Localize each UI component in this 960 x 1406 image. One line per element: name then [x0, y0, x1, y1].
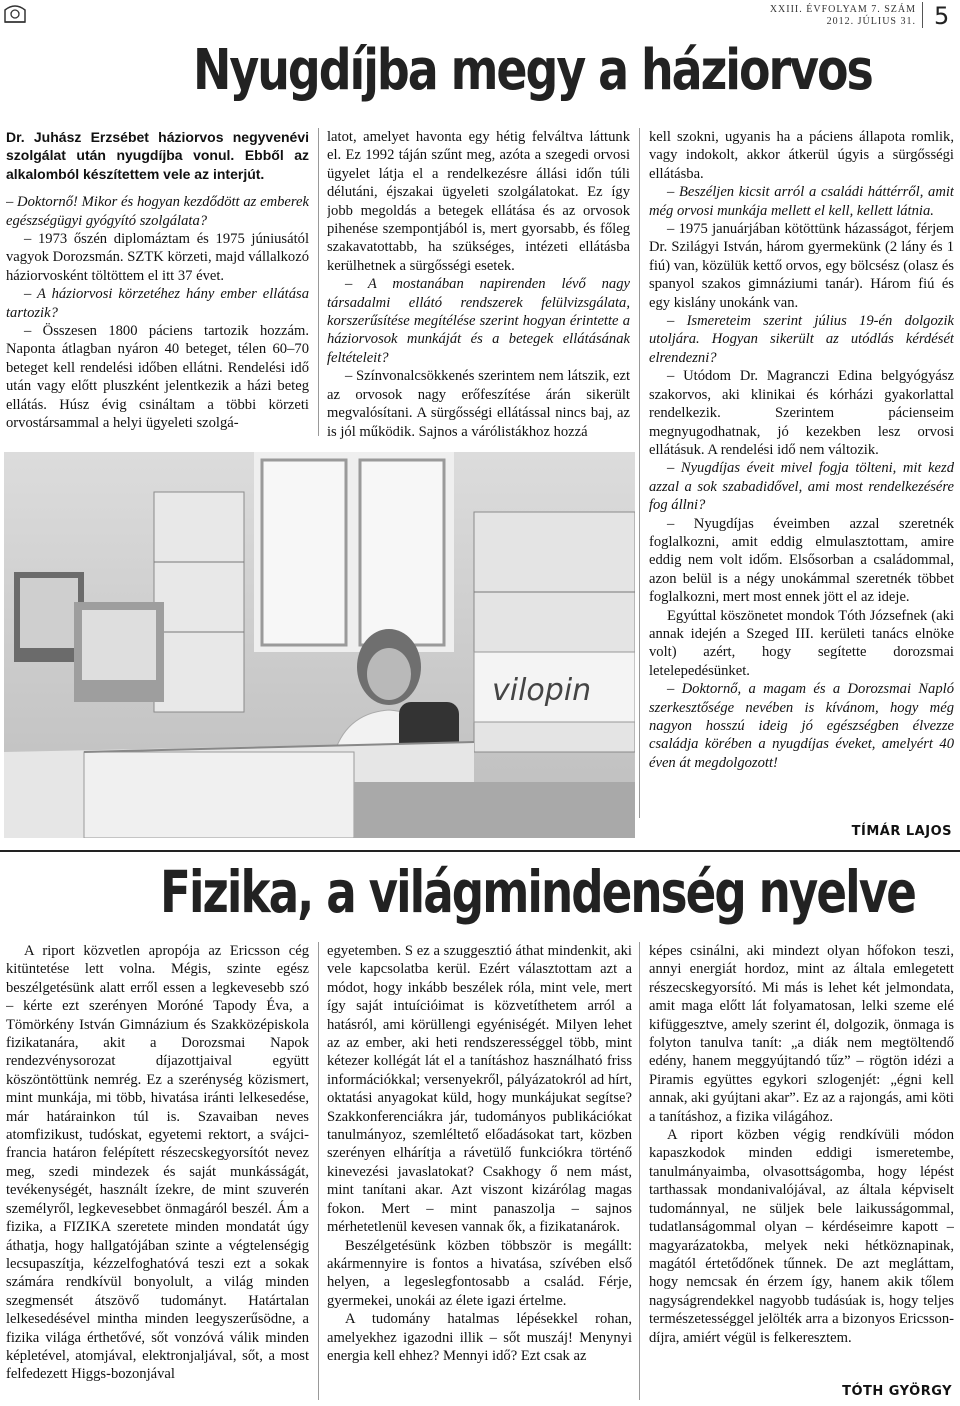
- article-lead: Dr. Juhász Erzsébet háziorvos negyvenévi szolgálat után nyugdíjba vonul. Ebből az alkalomból készítettem vele az interjút.: [6, 129, 309, 182]
- article1-column-2: [327, 128, 630, 448]
- interview-answer: – Színvonalcsökkenés szerintem nem látszik, ezt az orvosok nagy erőfeszítése árán sikerült megvalósítani. A sürgősségi ellátással nincs baj, az is jól működik. Sajnos a várólistákhoz hozzá: [327, 368, 630, 440]
- article2-byline: TÓTH GYÖRGY: [842, 1384, 952, 1399]
- interview-answer: – Utódom Dr. Magranczi Edina belgyógyász szakorvos, aki klinikai és kórházi gyakorlattal rendelkezik. Szerintem pácienseim megnyugodhatnak, jó kezekben lesz orvosi ellátásuk. A rendelési idő nem változik.: [649, 368, 954, 458]
- interview-question: – Beszéljen kicsit arról a családi háttérről, amit még orvosi munkája mellett el kell, kellett látnia.: [649, 184, 954, 219]
- newspaper-logo-icon: [2, 2, 28, 24]
- article-title: Fizika, a világmindenség nyelve: [160, 858, 915, 926]
- paragraph: képes csinálni, aki mindezt olyan hőfokon teszi, annyi energiát hordoz, mint az általa emlegetett részecskegyorsító. Mi más is lehet két jelmondata, amit maga előtt lát folyamatosan, lelki szeme elé kifüggesztve, amely szerint él, dolgozik, önmaga is folyton tanulva tanít: „a diák nem megtöltendő edény, hanem meggyújtandó tűz” – rögtön idézi a Piramis együttes egykori szlogenjét: „égni kell annak, aki gyújtani akar”. Ez az a rajongás, ami köti a tanításhoz, a fizika világához.: [649, 943, 954, 1125]
- interview-question: – Ismereteim szerint július 19-én dolgozik utoljára. Hogyan sikerült az utódlás kérdését elrendezni?: [649, 313, 954, 366]
- article1-column-1: [6, 128, 309, 443]
- article2-column-1: [6, 942, 309, 1402]
- article2-column-3: [649, 942, 954, 1372]
- paragraph: Egyúttal köszönetet mondok Tóth Józsefnek (aki annak idején a Szeged III. kerületi tanács elnöke volt) azért, hogy segítette dorozsmai letelepedésünket.: [649, 607, 954, 679]
- photo-sign-text: vilopin: [492, 673, 592, 708]
- article1-column-3: [649, 128, 954, 804]
- paragraph: egyetemben. S ez a szuggesztió áthat mindenkit, aki vele kapcsolatba kerül. Ezért választottam azt a módot, hogy inkább beszélek róla, mint vele, mert így saját intuícióimat is közvetíthetem arról a hatásról, ami körüllengi egyéniségét. Milyen lehet az az ember, aki heti rendszerességgel több, mint kétezer kollégát lát el a tanításhoz használható friss információkkal; versenyekről, pályázatokról ad hírt, oktatási anyagokat küld, hogy munkájukat segítse? Szakkonferenciákra jár, tudományos publikációkat tanulmányoz, szemléltető előadásokat tart, közben szerényen elhárítja a rávetülő funkciókra történő kinevezési javaslatokat? Csakhogy ő nem mást, mint tanítani akar. Azt viszont kizárólag magas fokon. Mert – mint panaszolja – sajnos mérhetetlenül kevesen vannak ők, a fizikatanárok.: [327, 943, 632, 1236]
- article1-byline: TÍMÁR LAJOS: [851, 824, 952, 839]
- interview-question: – A mostanában napirenden lévő nagy társadalmi ellátó rendszerek felülvizsgálata, korszerűsítése megítélése szerint hogyan érintette a háziorvosok munkáját és a betegek ellátásának feltételeit?: [327, 276, 630, 366]
- issue-date: 2012. JÚLIUS 31.: [826, 16, 916, 27]
- page-number: 5: [934, 2, 950, 30]
- interview-answer: – 1973 őszén diplomáztam és 1975 júniusától vagyok Dorozsmán. SZTK körzeti, majd vállalkozó háziorvosként töltöttem el itt 37 évet.: [6, 231, 309, 284]
- paragraph: Beszélgetésünk közben többször is megállt: akármennyire is fontos a hivatása, szívében első helyen, a legeslegfontosabb a család. Férje, gyermekei, unokái az élete igazi értelme.: [327, 1237, 632, 1309]
- closing-wish: – Doktornő, a magam és a Dorozsmai Napló szerkesztősége nevében is kívánom, hogy még nagyon hosszú ideig jó egészségben élvezze családja körében a nyugdíjas éveket, amelyért 40 éven át megdolgozott!: [649, 681, 954, 771]
- paragraph: A riport közvetlen apropója az Ericsson cég kitüntetése lett volna. Mégis, szinte egész beszélgetésünk alatt erről essen a legkevesebb szó – kérte ezt szerényen Moróné Tapody Éva, a Tömörkény István Gimnázium és Szakközépiskola fizikatanára, akit a Dorozsmai Napok rendezvénysorozat díjazottjaival együtt köszöntöttünk nemrég. Ez a szerénység közismert, mint munkája, mi több, hivatása iránti lelkesedése, már határainkon túl is. Szavaiban neves atomfizikust, tudóskat, egyetemi rektort, a svájci-francia határon felépített részecskegyorsítót nevez meg, szedi mindezek és saját munkásságát, tevékenységét, használt ízekre, de mint szuverén személyről, legkevesebbet önmagáról beszél. Ám a fizika, a FIZIKA szeretete minden mondatát úgy áthatja, hogy hallgatójában szinte a végtelenségig lecsupaszítja, kézzelfoghatóvá teszi ezt a sokak számára rendkívül bonyolult, a világ minden szegmensét átszövő tudományt. Határtalan lelkesedésével mintha minden leegyszerűsödne, a fizika világa érthetővé, sőt vonzóvá válik minden képletével, atomjával, elektronjaljával, sőt, a most felfedezett Higgs-bozonjával: [6, 943, 309, 1383]
- issue-volume: XXIII. ÉVFOLYAM 7. SZÁM: [769, 4, 916, 15]
- interview-question: – A háziorvosi körzetéhez hány ember ellátása tartozik?: [6, 286, 309, 321]
- article2-column-2: [327, 942, 632, 1402]
- interview-answer: – 1975 januárjában kötöttünk házasságot, férjem Dr. Szilágyi István, három gyermekünk (2 lány és 1 fiú) van, közülük kettő orvos, egy bölcsész (olasz és spanyol szakos gimnáziumi tanár). Három fiú és egy kislány unokánk van.: [649, 221, 954, 311]
- paragraph: A tudomány hatalmas lépésekkel rohan, amelyekhez igazodni illik – sőt muszáj! Menynyi energia kell ehhez? Mennyi idő? Ezt csak az: [327, 1311, 632, 1364]
- interview-answer: – Összesen 1800 páciens tartozik hozzám. Naponta átlagban nyáron 40 beteget, télen 60–70 beteget kell rendelési időben ellátni. Rendelési idő után vagy előtt pluszként jelentkezik a házi beteg ellátás. Húsz évig csináltam a többi körzeti orvostársammal a helyi ügyeleti szolgá-: [6, 323, 309, 432]
- doctor-office-photo: [4, 452, 635, 838]
- interview-question: – Nyugdíjas éveit mivel fogja tölteni, mit kezd azzal a sok szabadidővel, ami most rendelkezésére fog állni?: [649, 460, 954, 514]
- interview-question: – Doktornő! Mikor és hogyan kezdődött az emberek egészségügyi gyógyító szolgálata?: [6, 194, 309, 229]
- paragraph: latot, amelyet havonta egy hétig felváltva láttunk el. Ez 1992 táján szűnt meg, azóta a szegedi orvosi ügyelet látja el a rendelkezésre állási időn túli délutáni, éjszakai ügyeleti szolgálatokat. Ez így jobb megoldás a betegek ellátása és az orvosok pihenése szempontjából is, mert gyorsabb, és főleg szakavatottabb, ha szükséges, intézeti ellátásba kerülhetnek a sürgősségi esetek.: [327, 129, 630, 274]
- paragraph: A riport közben végig rendkívüli módon kapaszkodok minden eddigi ismeretembe, tanulmányaimba, olvasottságomba, hogy lépést tarthassak mondanivalójával, az általa képviselt tudománnyal, ne süljek bele laikusságommal, tudatlanságommal olyan – kérdéseimre kapott – magyarázatokba, melyek neki hétköznapinak, magától értetődőnek tűnnek. De azt megláttam, hogy nemcsak én érzem így, hanem akik tőlem nagyságrendekkel nagyobb tudásúak is, hogy teljes természetességgel jelölték arra a bizonyos Ericsson-díjra, amiért végül is felkeresztem.: [649, 1127, 954, 1346]
- interview-answer: – Nyugdíjas éveimben azzal szeretnék foglalkozni, amit eddig elmulasztottam, amire eddig nem volt időm. Elsősorban a családommal, azon belül is a négy unokámmal szeretnék többet foglalkozni, mert most ennek jött el az ideje.: [649, 515, 954, 606]
- paragraph: kell szokni, ugyanis ha a páciens állapota romlik, vagy indokolt, akkor átkerül úgyis a sürgősségi ellátásba.: [649, 129, 954, 182]
- issue-info: [770, 4, 916, 28]
- article-title: Nyugdíjba megy a háziorvos: [193, 38, 872, 103]
